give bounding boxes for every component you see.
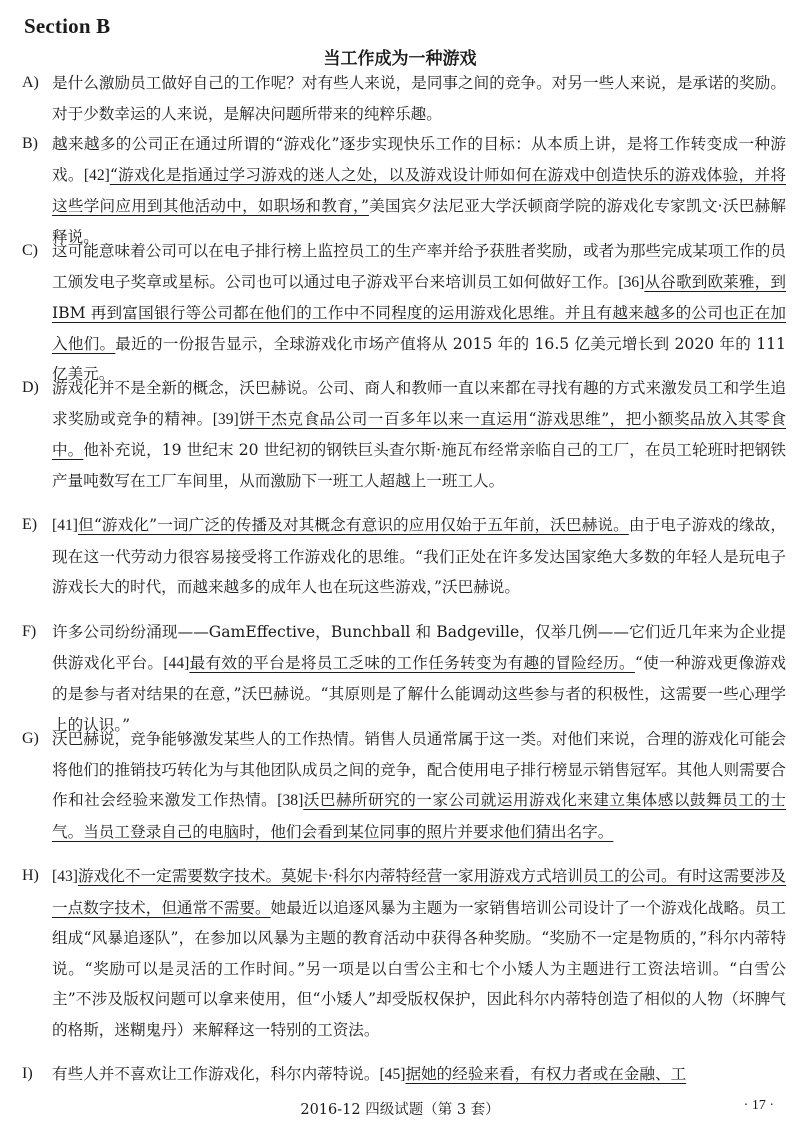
question-number: [38]	[277, 792, 304, 810]
underlined-answer-sentence: 最有效的平台是将员工乏味的工作任务转变为有趣的冒险经历。	[189, 653, 635, 672]
paragraph-marker: E)	[22, 516, 38, 533]
underlined-answer-sentence: 据她的经验来看，有权力者或在金融、工	[405, 1065, 687, 1083]
paragraph-marker: I)	[22, 1065, 33, 1082]
sentence-text: 这可能意味着公司可以在电子排行榜上监控员工的生产率并给予获胜者奖励，或者为那些完成某项工作的员工颁发电子奖章或星标。公司也可以通过电子游戏平台来培训员工如何做好工作。	[52, 242, 786, 291]
question-number: [41]	[52, 517, 78, 534]
paragraph-f	[22, 617, 786, 740]
sentence-text: 有些人并不喜欢让工作游戏化，科尔内蒂特说。	[52, 1065, 380, 1083]
paragraph-text	[52, 68, 786, 129]
paragraph-marker: B)	[22, 135, 38, 152]
section-label: Section B	[24, 14, 111, 38]
paragraph-marker: H)	[22, 867, 39, 884]
paragraph-text	[52, 724, 786, 847]
question-number: [43]	[52, 868, 78, 885]
sentence-text: 是什么激励员工做好自己的工作呢？对有些人来说，是同事之间的竞争。对另一些人来说，是承诺的奖励。对于少数幸运的人来说，是解决问题所带来的纯粹乐趣。	[52, 74, 786, 123]
underlined-answer-sentence: 从谷歌到欧莱雅，到 IBM 再到富国银行等公司都在他们的工作中不同程度的运用游戏化思维。并且有越来越多的公司也正在加入他们。	[52, 272, 786, 353]
paragraph-d	[22, 373, 786, 496]
document-title: 当工作成为一种游戏	[323, 49, 477, 69]
paragraph-c	[22, 236, 786, 390]
paragraph-text	[52, 617, 786, 740]
paragraph-text	[52, 861, 786, 1046]
sentence-text: 最近的一份报告显示，全球游戏化市场产值将从 2015 年的 16.5 亿美元增长到 2020 年的 111 亿美元。	[52, 334, 786, 384]
paragraph-h	[22, 861, 786, 1046]
question-number: [39]	[212, 410, 239, 428]
sentence-text: 他补充说，19 世纪末 20 世纪初的钢铁巨头查尔斯·施瓦布经常亲临自己的工厂，在员工轮班时把钢铁产量吨数写在工厂车间里，从而激励下一班工人超越上一班工人。	[52, 441, 786, 490]
paragraph-text	[52, 236, 786, 390]
footer-source: 2016-12 四级试题（第 3 套）	[300, 1102, 500, 1118]
sentence-text: 游戏化并不是全新的概念，沃巴赫说。公司、商人和教师一直以来都在寻找有趣的方式来激发员工和学生追求奖励或竞争的精神。	[52, 379, 786, 428]
paragraph-text	[52, 1059, 786, 1091]
question-number: [42]	[83, 166, 110, 184]
paragraph-marker: F)	[22, 623, 37, 640]
question-number: [45]	[379, 1066, 406, 1083]
underlined-answer-sentence: “游戏化是指通过学习游戏的迷人之处，以及游戏设计师如何在游戏中创造快乐的游戏体验，并将这些学问应用到其他活动中，如职场和教育，”	[52, 165, 786, 216]
paragraph-text	[52, 129, 786, 252]
paragraph-a	[22, 68, 786, 129]
sentence-text: 沃巴赫说，竞争能够激发某些人的工作热情。销售人员通常属于这一类。对他们来说，合理的游戏化可能会将他们的推销技巧转化为与其他团队成员之间的竞争，配合使用电子排行榜显示销售冠军。其他人则需要合作和社会经验来激发工作热情。	[52, 730, 786, 810]
paragraph-marker: D)	[22, 379, 39, 396]
paragraph-text	[52, 510, 786, 603]
paragraph-g	[22, 724, 786, 847]
sentence-text: 许多公司纷纷涌现——GamEffective，Bunchball 和 Badgeville，仅举几例——它们近几年来为企业提供游戏化平台。	[52, 623, 786, 672]
sentence-text: 越来越多的公司正在通过所谓的“游戏化”逐步实现快乐工作的目标：从本质上讲，是将工作转变成一种游戏。	[52, 135, 786, 184]
sentence-text: 美国宾夕法尼亚大学沃顿商学院的游戏化专家凯文·沃巴赫解释说。	[52, 197, 786, 246]
question-number: [44]	[163, 654, 190, 672]
paragraph-marker: G)	[22, 730, 39, 747]
underlined-answer-sentence: 饼干杰克食品公司一百多年以来一直运用“游戏思维”，把小额奖品放入其零食中。	[52, 409, 786, 460]
sentence-text: “使一种游戏更像游戏的是参与者对结果的在意，”沃巴赫说。“其原则是了解什么能调动这些参与者的积极性，这需要一些心理学上的认识。”	[52, 653, 786, 734]
question-number: [36]	[618, 273, 645, 291]
underlined-answer-sentence: 沃巴赫所研究的一家公司就运用游戏化来建立集体感以鼓舞员工的士气。当员工登录自己的电脑时，他们会看到某位同事的照片并要求他们猜出名字。	[52, 791, 786, 841]
paragraph-marker: A)	[22, 74, 39, 91]
underlined-answer-sentence: 但“游戏化”一词广泛的传播及对其概念有意识的应用仅始于五年前，沃巴赫说。	[77, 516, 629, 534]
paragraph-marker: C)	[22, 242, 38, 259]
sentence-text: 她最近以追逐风暴为主题为一家销售培训公司设计了一个游戏化战略。员工组成“风暴追逐队”，在参加以风暴为主题的教育活动中获得各种奖励。“奖励不一定是物质的，”科尔内蒂特说。“奖励可以是灵活的工作时间。”另一项是以白雪公主和七个小矮人为主题进行工资法培训。“白雪公主”不涉及版权问题可以拿来使用，但“小矮人”却受版权保护，因此科尔内蒂特创造了相似的人物（坏脾气的格斯，迷糊鬼丹）来解释这一特别的工资法。	[52, 898, 786, 1039]
sentence-text: 由于电子游戏的缘故，现在这一代劳动力很容易接受将工作游戏化的思维。“我们正处在许多发达国家绝大多数的年轻人是玩电子游戏长大的时代，而越来越多的成年人也在玩这些游戏，”沃巴赫说。	[52, 516, 786, 597]
page-number: · 17 ·	[743, 1098, 774, 1113]
paragraph-text	[52, 373, 786, 496]
paragraph-e	[22, 510, 786, 603]
paragraph-b	[22, 129, 786, 252]
paragraph-i	[22, 1059, 786, 1091]
underlined-answer-sentence: 游戏化不一定需要数字技术。莫妮卡·科尔内蒂特经营一家用游戏方式培训员工的公司。有时这需要涉及一点数字技术，但通常不需要。	[52, 867, 786, 917]
